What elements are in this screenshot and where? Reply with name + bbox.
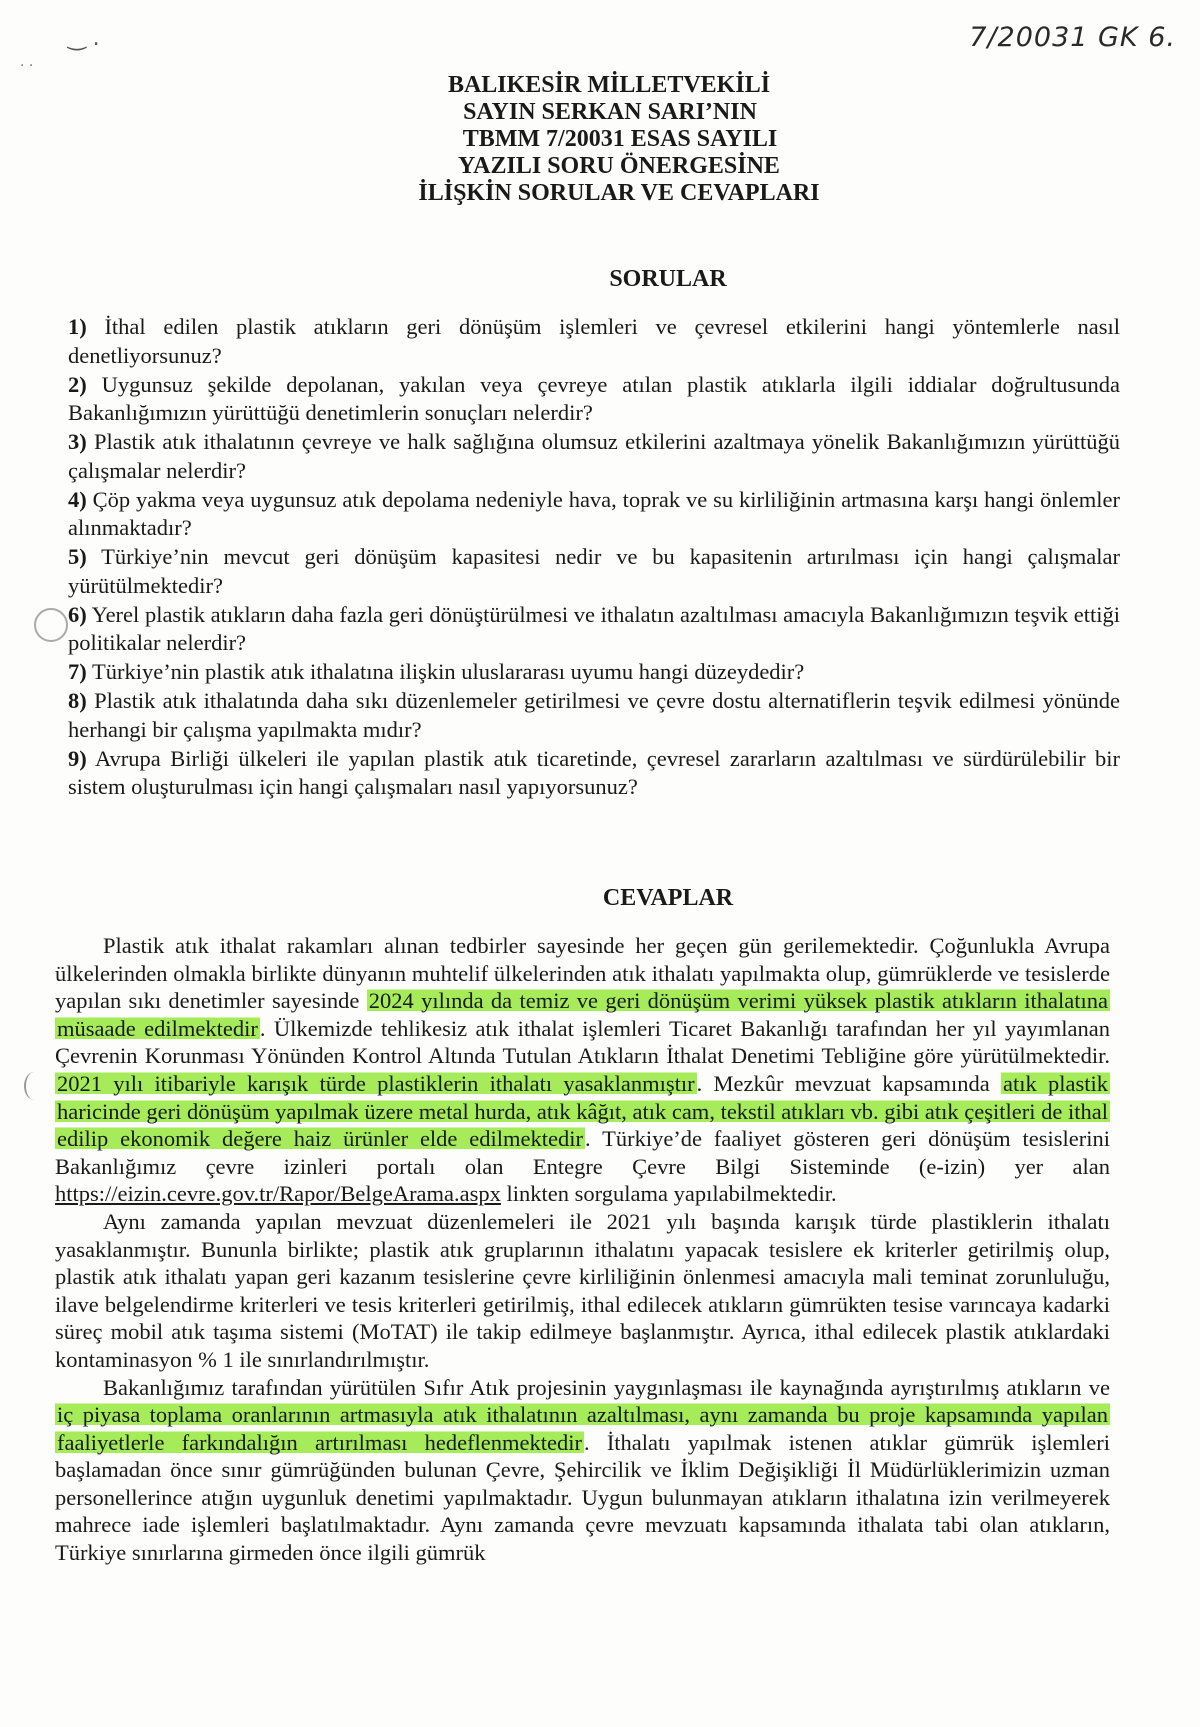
question-text: İthal edilen plastik atıkların geri dönüşüm işlemleri ve çevresel etkilerini hangi yöntemlerle nasıl denetliyorsunuz? [68, 314, 1120, 368]
belge-arama-link[interactable]: https://eizin.cevre.gov.tr/Rapor/BelgeArama.aspx [55, 1181, 501, 1207]
answer-text: . Türkiye’de faaliyet gösteren geri dönüşüm tesislerini Bakanlığımız çevre izinleri portalı olan Entegre Çevre Bilgi Sisteminde (e-izin) yer alan [55, 1126, 1111, 1179]
answer-paragraph-3 [55, 1374, 1110, 1567]
scan-artifact-mark: ‿ . [68, 26, 100, 51]
handwritten-reference-number: 7/20031 GK 6. [969, 22, 1176, 53]
question-item [68, 601, 1120, 658]
scan-artifact-dots: · · [20, 58, 34, 74]
question-item [68, 687, 1120, 744]
highlighted-text: 2021 yılı itibariyle karışık türde plastiklerin ithalatı yasaklanmıştır [57, 1070, 695, 1096]
answers-body [55, 932, 1110, 1567]
question-text: Türkiye’nin plastik atık ithalatına ilişkin uluslararası uyumu hangi düzeydedir? [91, 659, 805, 684]
question-text: Yerel plastik atıkların daha fazla geri dönüştürülmesi ve ithalatın azaltılması amacıyla Bakanlığımızın teşvik ettiği politikalar nelerdir? [68, 601, 1121, 655]
questions-section-title: SORULAR [609, 266, 727, 292]
question-text: Uygunsuz şekilde depolanan, yakılan veya çevreye atılan plastik atıklarla ilgili iddialar doğrultusunda Bakanlığımızın yürüttüğü denetimlerin sonuçları nelerdir? [68, 371, 1120, 425]
question-number: 4) [68, 486, 87, 512]
answer-paragraph-2: Aynı zamanda yapılan mevzuat düzenlemeleri ile 2021 yılı başında karışık türde plastiklerin ithalatı yasaklanmıştır. Bununla birlikte; plastik atık gruplarının ithalatını yapacak tesislere ek kriterler getirilmiş olup, plastik atık ithalatı yapan geri kazanım tesislerine çevre kirliliğinin önlenmesi amacıyla mali teminat zorunluluğu, ilave belgelendirme kriterleri ve tesis kriterleri getirilmiş, ithal edilecek atıkların gümrükten tesise varıncaya kadarki süreç mobil atık taşıma sistemi (MoTAT) ile takip edilmeye başlanmıştır. Ayrıca, ithal edilecek plastik atıklardaki kontaminasyon % 1 ile sınırlandırılmıştır. [55, 1208, 1110, 1372]
question-item [68, 313, 1120, 370]
question-number: 6) [68, 601, 87, 627]
questions-list [68, 313, 1120, 802]
answer-text: . Ülkemizde tehlikesiz atık ithalat işlemleri Ticaret Bakanlığı tarafından her yıl yayımlanan Çevrenin Korunması Yönünden Kontrol Altında Tutulan Atıkların İthalat Denetimi Tebliğine göre yürütülmektedir. [55, 1015, 1110, 1069]
question-item [68, 658, 1120, 687]
question-number: 2) [68, 371, 87, 397]
question-number: 3) [68, 429, 87, 454]
highlighted-text: 2024 yılında da temiz ve geri dönüşüm verimi yüksek plastik atıkların ithalatına müsaade edilmektedir [57, 988, 1108, 1041]
header-line: SAYIN SERKAN SARI’NIN [463, 99, 757, 125]
header-line: YAZILI SORU ÖNERGESİNE [458, 153, 780, 179]
question-number: 7) [68, 659, 87, 684]
header-line: BALIKESİR MİLLETVEKİLİ [447, 72, 771, 98]
question-item [68, 486, 1120, 543]
answer-text: . Mezkûr mevzuat kapsamında [696, 1070, 1001, 1096]
header-line: TBMM 7/20031 ESAS SAYILI [462, 126, 778, 152]
question-text: Avrupa Birliği ülkeleri ile yapılan plastik atık ticaretinde, çevresel zararların azaltılması ve sürdürülebilir bir sistem oluşturulması için hangi çalışmaları nasıl yapıyorsunuz? [68, 745, 1120, 799]
question-text: Plastik atık ithalatında daha sıkı düzenlemeler getirilmesi ve çevre dostu alternatiflerin teşvik edilmesi yönünde herhangi bir çalışma yapılmakta mıdır? [68, 688, 1121, 742]
question-number: 5) [68, 544, 87, 569]
question-item [68, 371, 1120, 428]
highlighted-text: iç piyasa toplama oranlarının artmasıyla atık ithalatının azaltılması, aynı zamanda bu proje kapsamında yapılan faaliyetlerle farkındalığın artırılması hedeflenmektedir [57, 1402, 1108, 1455]
answer-paragraph-1 [55, 932, 1110, 1208]
question-number: 8) [68, 688, 87, 713]
question-item [68, 428, 1120, 485]
answer-text: Bakanlığımız tarafından yürütülen Sıfır Atık projesinin yaygınlaşması ile kaynağında ayrıştırılmış atıkların ve [103, 1374, 1110, 1400]
answers-section-title: CEVAPLAR [602, 885, 734, 911]
question-item [68, 543, 1120, 600]
answer-text: . İthalatı yapılmak istenen atıklar gümrük işlemleri başlamadan önce sınır gümrüğünden bulunan Çevre, Şehircilik ve İklim Değişikliği İl Müdürlüklerimizin uzman personellerince atığın uygunluk denetimi yapılmaktadır. Uygun bulunmayan atıkların ithalatına izin verilmeyerek mahrece iade işlemleri başlatılmaktadır. Aynı zamanda çevre mevzuatı kapsamında ithalata tabi olan atıkların, Türkiye sınırlarına girmeden önce ilgili gümrük [55, 1429, 1110, 1566]
header-line: İLİŞKİN SORULAR VE CEVAPLARI [418, 180, 820, 206]
highlighted-text: atık plastik haricinde geri dönüşüm yapılmak üzere metal hurda, atık kâğıt, atık cam, tekstil atıkları vb. gibi atık çeşitleri de ithal edilip ekonomik değere haiz ürünler elde edilmektedir [57, 1070, 1108, 1152]
question-number: 1) [68, 314, 87, 339]
question-text: Çöp yakma veya uygunsuz atık depolama nedeniyle hava, toprak ve su kirliliğinin artmasına karşı hangi önlemler alınmaktadır? [68, 486, 1121, 540]
punch-hole-mark [34, 608, 68, 642]
answer-text: Plastik atık ithalat rakamları alınan tedbirler sayesinde her geçen gün gerilemektedir. Çoğunlukla Avrupa ülkelerinden olmakla birlikte dünyanın muhtelif ülkelerinden atık ithalatı yapılmakta olup, gümrüklerde ve tesislerde yapılan sıkı denetimler sayesinde [55, 933, 1110, 1014]
punch-hole-mark-2 [24, 1072, 44, 1100]
question-item [68, 745, 1120, 802]
answer-text: linkten sorgulama yapılabilmektedir. [500, 1181, 837, 1207]
document-header [0, 72, 1200, 207]
question-text: Türkiye’nin mevcut geri dönüşüm kapasitesi nedir ve bu kapasitenin artırılması için hangi çalışmalar yürütülmektedir? [68, 544, 1121, 598]
question-number: 9) [68, 745, 87, 771]
question-text: Plastik atık ithalatının çevreye ve halk sağlığına olumsuz etkilerini azaltmaya yönelik Bakanlığımızın yürüttüğü çalışmalar nelerdir? [68, 429, 1120, 483]
